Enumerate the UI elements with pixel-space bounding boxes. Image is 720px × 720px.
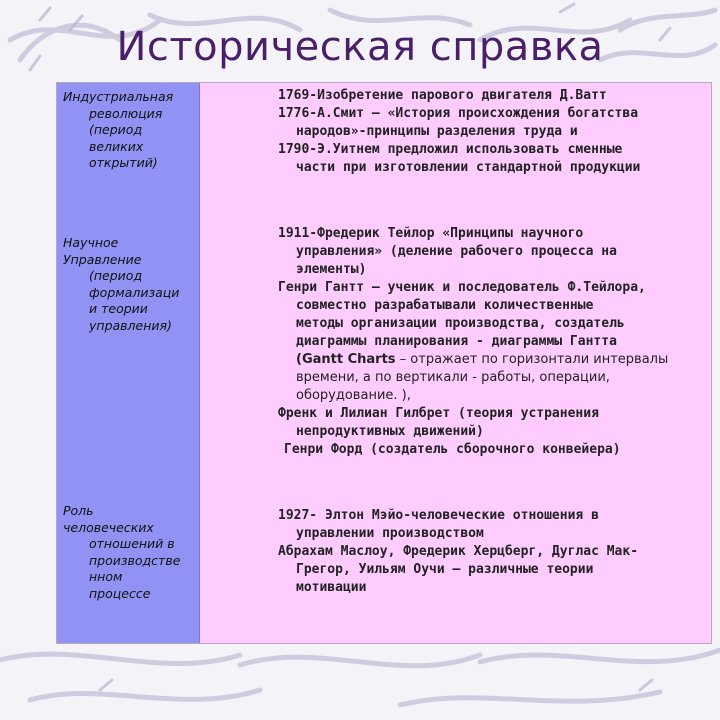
period-label-human-relations: Роль человеческих отношений в производстве нном процессе bbox=[63, 503, 181, 601]
events-column bbox=[200, 83, 711, 643]
period-column bbox=[57, 83, 200, 643]
history-table bbox=[56, 82, 712, 644]
period-label-industrial: Индустриальная революция (период великих открытий) bbox=[63, 89, 174, 170]
events-industrial: 1769-Изобретение парового двигателя Д.Ватт 1776-А.Смит – «История происхождения богатства народов»-принципы разделения труда и 1790-Э.Уитнем предложил использовать сменные части при изготовлении стандартной продукции bbox=[278, 88, 641, 175]
period-label-scientific: Научное Управление (период формализаци и теории управления) bbox=[63, 235, 180, 333]
events-scientific: 1911-Фредерик Тейлор «Принципы научного управления» (деление рабочего процесса на элементы) Генри Гантт – ученик и последователь Ф.Тейлора, совместно разрабатывали количественные методы организации производства, создатель диаграммы планирования - диаграммы Гантта (Gantt Charts – отражает по горизонтали интервалы времени, а по вертикали - работы, операции, оборудование. ), Френк и Лилиан Гилбрет (теория устранения непродуктивных движений) Генри Форд (создатель сборочного конвейера) bbox=[278, 225, 718, 459]
events-human-relations: 1927- Элтон Мэйо-человеческие отношения в управлении производством Абрахам Маслоу, Фредерик Херцберг, Дуглас Мак- Грегор, Уильям Оучи – различные теории мотивации bbox=[278, 508, 639, 595]
slide-title: Историческая справка bbox=[116, 24, 604, 70]
gantt-line: (Gantt Charts – отражает по горизонтали интервалы bbox=[296, 352, 669, 367]
